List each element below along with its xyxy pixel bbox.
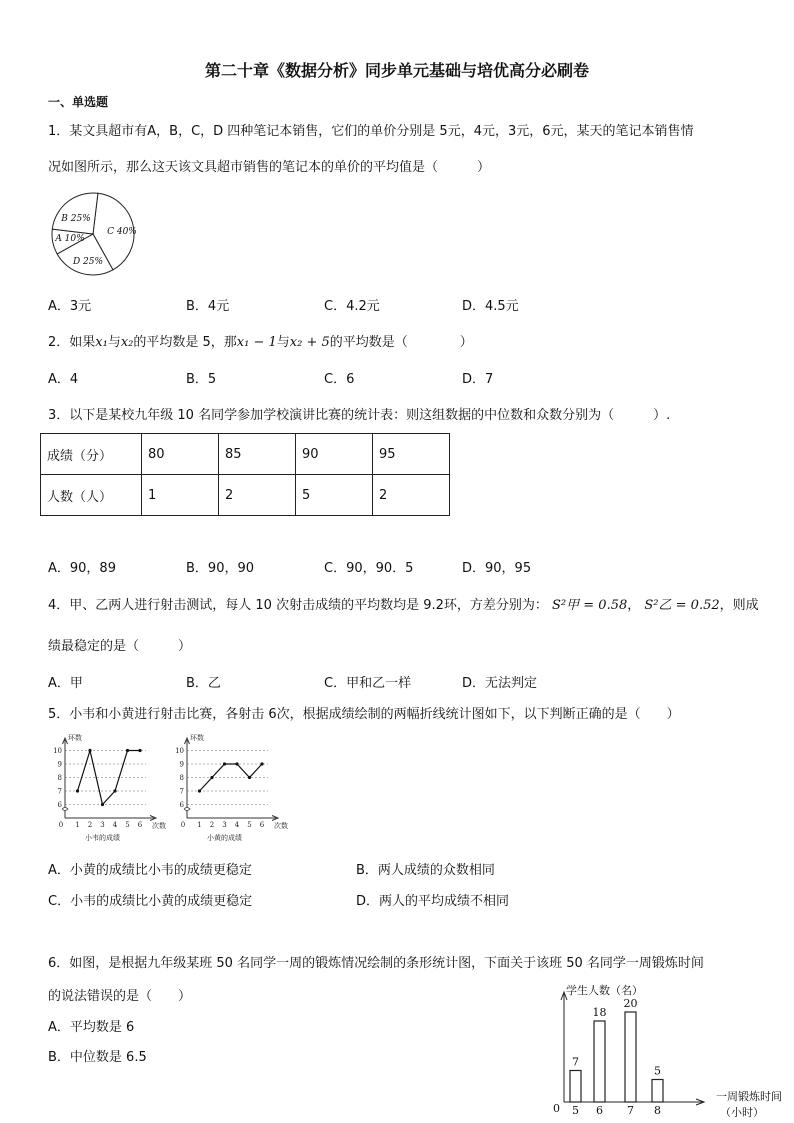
q2-mid1: 与 xyxy=(107,335,121,350)
bar-category-label: 6 xyxy=(596,1104,603,1117)
table-cell: 95 xyxy=(373,434,450,475)
xiaohuang-y-tick: 9 xyxy=(179,760,184,769)
q4-option-c[interactable]: C．甲和乙一样 xyxy=(324,676,412,691)
table-cell: 1 xyxy=(142,475,219,516)
q2-expr2: x₂ + 5 xyxy=(289,335,330,350)
table-cell: 80 xyxy=(142,434,219,475)
xiaowei-point xyxy=(76,789,79,792)
q4-option-b[interactable]: B．乙 xyxy=(186,676,221,691)
bar-category-label: 7 xyxy=(627,1104,634,1117)
line-chart-xiaohuang xyxy=(170,732,288,844)
score-table xyxy=(40,433,450,516)
q3-option-b[interactable]: B．90，90 xyxy=(186,561,255,576)
q4-line2: 绩最稳定的是（ ） xyxy=(48,639,192,654)
xiaohuang-x-tick: 2 xyxy=(209,821,215,829)
xiaowei-point xyxy=(138,749,141,752)
table-row xyxy=(41,475,450,516)
q2-mid2: 的平均数是 5，那 xyxy=(133,335,237,350)
q4-line1: 4．甲、乙两人进行射击测试，每人 10 次射击成绩的平均数均是 9.2环，方差分别为： S²甲 = 0.58， S²乙 = 0.52，则成 xyxy=(48,598,759,613)
q6-option-a[interactable]: A．平均数是 6 xyxy=(48,1020,135,1035)
table-cell: 人数（人） xyxy=(41,475,142,516)
q3-stem: 3．以下是某校九年级 10 名同学参加学校演讲比赛的统计表：则这组数据的中位数和众数分别为（ ）. xyxy=(48,408,671,423)
table-cell: 5 xyxy=(296,475,373,516)
bar xyxy=(652,1080,663,1103)
xiaowei-x-label: 次数 xyxy=(152,822,166,830)
line-chart-xiaowei xyxy=(48,732,166,844)
xiaohuang-point xyxy=(260,762,263,765)
q5-option-b[interactable]: B．两人成绩的众数相同 xyxy=(356,863,495,878)
xiaowei-axis-break xyxy=(62,808,68,811)
xiaohuang-axis-break xyxy=(184,808,190,811)
q6-line1: 6．如图，是根据九年级某班 50 名同学一周的锻炼情况绘制的条形统计图，下面关于该班 50 名同学一周锻炼时间 xyxy=(48,956,704,971)
bar xyxy=(570,1071,581,1103)
xiaohuang-x-tick: 0 xyxy=(180,821,186,829)
xiaohuang-x-tick: 5 xyxy=(247,821,252,829)
pie-chart xyxy=(48,188,138,280)
q1-option-d[interactable]: D．4.5元 xyxy=(462,299,519,314)
q2-stem xyxy=(48,331,473,350)
xiaowei-point xyxy=(126,749,129,752)
xiaowei-point xyxy=(88,749,91,752)
xiaowei-caption: 小韦的成绩 xyxy=(85,834,120,842)
xiaowei-x-tick: 5 xyxy=(125,821,130,829)
xiaowei-x-tick: 6 xyxy=(137,821,143,829)
xiaohuang-point xyxy=(198,789,201,792)
q3-option-c[interactable]: C．90，90．5 xyxy=(324,561,414,576)
pie-label-A: A 10% xyxy=(55,234,85,244)
bar-origin-label: 0 xyxy=(553,1102,560,1115)
bar xyxy=(625,1012,636,1102)
xiaohuang-x-tick: 1 xyxy=(197,821,202,829)
xiaohuang-y-tick: 7 xyxy=(179,787,184,796)
bar-value-label: 7 xyxy=(572,1055,579,1069)
xiaowei-point xyxy=(113,789,116,792)
q4-option-d[interactable]: D．无法判定 xyxy=(462,676,538,691)
xiaowei-x-tick: 3 xyxy=(100,821,105,829)
bar-y-label: 学生人数（名） xyxy=(566,984,643,997)
q2-mid3: 与 xyxy=(276,335,290,350)
bar-category-label: 8 xyxy=(654,1104,661,1117)
xiaohuang-x-tick: 4 xyxy=(234,821,240,829)
section-heading: 一、单选题 xyxy=(48,95,109,109)
table-cell: 2 xyxy=(373,475,450,516)
q2-prefix: 2．如果 xyxy=(48,335,96,350)
q4-text-b: ，则成 xyxy=(719,598,759,613)
q5-option-a[interactable]: A．小黄的成绩比小韦的成绩更稳定 xyxy=(48,863,252,878)
xiaowei-x-tick: 4 xyxy=(112,821,118,829)
q6-option-b[interactable]: B．中位数是 6.5 xyxy=(48,1050,147,1065)
q2-option-a[interactable]: A．4 xyxy=(48,372,79,387)
q1-option-b[interactable]: B．4元 xyxy=(186,299,230,314)
xiaowei-x-tick: 0 xyxy=(58,821,64,829)
xiaohuang-caption: 小黄的成绩 xyxy=(207,834,242,842)
q4-option-a[interactable]: A．甲 xyxy=(48,676,83,691)
q2-expr1: x₁ − 1 xyxy=(236,335,277,350)
xiaowei-y-tick: 7 xyxy=(57,787,62,796)
q2-suffix: 的平均数是（ ） xyxy=(329,335,473,350)
xiaohuang-point xyxy=(248,776,251,779)
xiaowei-point xyxy=(101,803,104,806)
bar-x-label-unit: （小时） xyxy=(720,1106,764,1119)
pie-label-D: D 25% xyxy=(72,257,104,267)
q1-line2: 况如图所示，那么这天该文具超市销售的笔记本的单价的平均值是（ ） xyxy=(48,160,491,175)
pie-label-C: C 40% xyxy=(107,227,137,237)
q1-option-a[interactable]: A．3元 xyxy=(48,299,92,314)
q2-option-d[interactable]: D．7 xyxy=(462,372,494,387)
q3-option-d[interactable]: D．90，95 xyxy=(462,561,532,576)
xiaowei-y-tick: 6 xyxy=(57,801,62,809)
xiaowei-y-tick: 8 xyxy=(57,774,62,782)
xiaohuang-x-tick: 6 xyxy=(259,821,265,829)
pie-label-B: B 25% xyxy=(61,214,91,224)
q4-variance-jia: S²甲 = 0.58 xyxy=(552,598,628,613)
xiaohuang-y-tick: 6 xyxy=(179,801,184,809)
xiaohuang-y-tick: 10 xyxy=(175,747,184,755)
q5-option-d[interactable]: D．两人的平均成绩不相同 xyxy=(356,894,510,909)
xiaowei-x-tick: 2 xyxy=(87,821,93,829)
xiaowei-y-label: 环数 xyxy=(68,734,82,742)
bar-x-label: 一周锻炼时间 xyxy=(716,1090,782,1103)
table-cell: 成绩（分） xyxy=(41,434,142,475)
bar xyxy=(594,1021,605,1102)
xiaohuang-point xyxy=(235,762,238,765)
xiaowei-y-tick: 9 xyxy=(57,760,62,769)
bar-value-label: 20 xyxy=(623,997,638,1010)
bar-category-label: 5 xyxy=(572,1104,579,1117)
bar-chart xyxy=(546,980,790,1120)
q4-variance-yi: S²乙 = 0.52 xyxy=(644,598,720,613)
bar-value-label: 18 xyxy=(592,1006,607,1019)
q2-option-b[interactable]: B．5 xyxy=(186,372,217,387)
xiaohuang-x-tick: 3 xyxy=(222,821,227,829)
q5-option-c[interactable]: C．小韦的成绩比小黄的成绩更稳定 xyxy=(48,894,253,909)
q2-option-c[interactable]: C．6 xyxy=(324,372,355,387)
table-row xyxy=(41,434,450,475)
table-cell: 90 xyxy=(296,434,373,475)
q3-option-a[interactable]: A．90，89 xyxy=(48,561,116,576)
q2-x2: x₂ xyxy=(120,335,134,350)
q2-x1: x₁ xyxy=(95,335,108,350)
bar-value-label: 5 xyxy=(654,1064,661,1078)
table-cell: 2 xyxy=(219,475,296,516)
page-title: 第二十章《数据分析》同步单元基础与培优高分必刷卷 xyxy=(204,61,589,80)
xiaohuang-point xyxy=(223,762,226,765)
q1-line1: 1．某文具超市有A，B，C，D 四种笔记本销售，它们的单价分别是 5元，4元，3元，6元，某天的笔记本销售情 xyxy=(48,124,694,139)
xiaohuang-y-tick: 8 xyxy=(179,774,184,782)
q5-stem: 5．小韦和小黄进行射击比赛，各射击 6次，根据成绩绘制的两幅折线统计图如下，以下判断正确的是（ ） xyxy=(48,707,680,722)
xiaowei-y-tick: 10 xyxy=(53,747,62,755)
table-cell: 85 xyxy=(219,434,296,475)
xiaohuang-y-label: 环数 xyxy=(190,734,204,742)
xiaowei-x-tick: 1 xyxy=(75,821,80,829)
xiaohuang-point xyxy=(210,776,213,779)
q6-line2: 的说法错误的是（ ） xyxy=(48,989,192,1004)
q1-option-c[interactable]: C．4.2元 xyxy=(324,299,380,314)
q4-text-a: 4．甲、乙两人进行射击测试，每人 10 次射击成绩的平均数均是 9.2环，方差分别为： xyxy=(48,598,548,613)
xiaohuang-x-label: 次数 xyxy=(274,822,288,830)
